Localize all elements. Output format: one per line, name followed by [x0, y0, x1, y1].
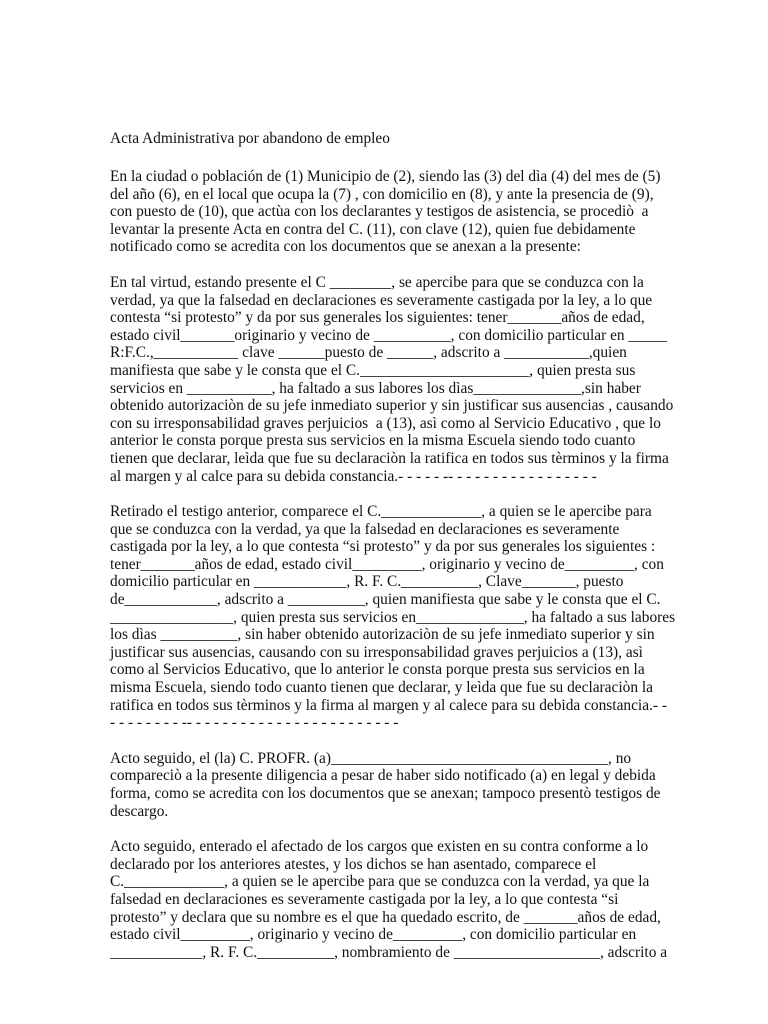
paragraph-line: obtenido autorizaciòn de su jefe inmediato superior y sin justificar sus ausencias , causando — [110, 397, 674, 415]
document-title: Acta Administrativa por abandono de empleo — [110, 130, 390, 147]
paragraph-line: los dìas __________, sin haber obtenido autorizaciòn de su jefe inmediato superior y sin — [110, 626, 655, 644]
paragraph-line: contesta “si protesto” y da por sus generales los siguientes: tener_______años de edad, — [110, 309, 645, 327]
paragraph-line: misma Escuela, siendo todo cuanto tienen que declarar, y leìda que fue su declaraciòn la — [110, 679, 653, 697]
paragraph-3 — [110, 503, 680, 732]
paragraph-line: domicilio particular en ____________, R. F. C.__________, Clave_______, puesto — [110, 573, 624, 591]
paragraph-4 — [110, 750, 680, 820]
paragraph-line: castigada por la ley, a lo que contesta “si protesto” y da por sus generales los siguientes : — [110, 538, 656, 556]
paragraph-line: notificado como se acredita con los documentos que se anexan a la presente: — [110, 238, 581, 256]
paragraph-line: - - - - - - - - -- - - - - - - - - - - - - - - - - - - - - - - - — [110, 714, 399, 732]
paragraph-line: forma, como se acredita con los documentos que se anexan; tampoco presentò testigos de — [110, 785, 661, 802]
paragraph-line: tienen que declarar, leìda que fue su declaraciòn la ratifica en todos sus tèrminos y la firma — [110, 449, 669, 467]
paragraph-line: justificar sus ausencias, causando con su irresponsabilidad graves perjuicios a (13), asì — [110, 643, 643, 661]
paragraph-line: ____________, R. F. C.__________, nombramiento de ___________________, adscrito a — [110, 943, 668, 961]
paragraph-line: En la ciudad o población de (1) Municipio de (2), siendo las (3) del dìa (4) del mes de (5) — [110, 168, 661, 185]
paragraph-line: anterior le consta porque presta sus servicios en la misma Escuela siendo todo cuanto — [110, 432, 636, 450]
paragraph-line: con puesto de (10), que actùa con los declarantes y testigos de asistencia, se procediò a — [110, 203, 649, 221]
paragraph-line: Acto seguido, el (la) C. PROFR. (a)____________________________________, no — [110, 749, 632, 767]
paragraph-line: al margen y al calce para su debida constancia.- - - - - -- - - - - - - - - - - - - - - - - — [110, 467, 597, 485]
document-body — [110, 130, 680, 979]
paragraph-5 — [110, 838, 680, 961]
paragraph-line: R:F.C.,___________ clave ______puesto de ______, adscrito a ___________,quien — [110, 344, 627, 362]
paragraph-line: ________________, quien presta sus servicios en______________, ha faltado a sus labores — [110, 608, 676, 626]
paragraph-line: descargo. — [110, 802, 169, 820]
paragraph-line: manifiesta que sabe y le consta que el C.______________________, quien presta sus — [110, 361, 636, 379]
paragraph-line: En tal virtud, estando presente el C ________, se apercibe para que se conduzca con la — [110, 273, 644, 291]
paragraph-line: servicios en ___________, ha faltado a sus labores los dìas______________,sin haber — [110, 379, 641, 397]
paragraph-line: de____________, adscrito a __________, quien manifiesta que sabe y le consta que el C. — [110, 591, 661, 609]
paragraph-line: falsedad en declaraciones es severamente castigada por la ley, a lo que contesta “si — [110, 890, 619, 908]
paragraph-line: ratifica en todos sus tèrminos y la firma al margen y al calece para su debida constancia.- - — [110, 696, 667, 714]
paragraph-line: como al Servicios Educativo, que lo anterior le consta porque presta sus servicios en la — [110, 661, 645, 679]
paragraph-line: tener_______años de edad, estado civil_________, originario y vecino de_________, con — [110, 555, 664, 573]
paragraph-line: levantar la presente Acta en contra del C. (11), con clave (12), quien fue debidamente — [110, 220, 636, 238]
paragraph-line: Retirado el testigo anterior, comparece el C._____________, a quien se le apercibe para — [110, 503, 652, 521]
paragraph-line: compareciò a la presente diligencia a pesar de haber sido notificado (a) en legal y debida — [110, 767, 656, 785]
paragraph-2 — [110, 274, 680, 485]
paragraph-line: verdad, ya que la falsedad en declaraciones es severamente castigada por la ley, a lo que — [110, 291, 653, 309]
paragraphs-container — [110, 168, 680, 961]
paragraph-1 — [110, 168, 680, 256]
paragraph-line: que se conduzca con la verdad, ya que la falsedad en declaraciones es severamente — [110, 520, 620, 538]
paragraph-line: declarado por los anteriores atestes, y los dichos se han asentado, comparece el — [110, 855, 597, 873]
paragraph-line: protesto” y declara que su nombre es el que ha quedado escrito, de _______años de edad, — [110, 908, 661, 926]
paragraph-line: del año (6), en el local que ocupa la (7) , con domicilio en (8), y ante la presencia de (9), — [110, 185, 654, 203]
paragraph-line: Acto seguido, enterado el afectado de los cargos que existen en su contra conforme a lo — [110, 838, 649, 856]
paragraph-line: estado civil_______originario y vecino de __________, con domicilio particular en _____ — [110, 326, 667, 344]
paragraph-line: estado civil_________, originario y vecino de_________, con domicilio particular en — [110, 926, 637, 944]
paragraph-line: con su irresponsabilidad graves perjuicios a (13), asì como al Servicio Educativo , que lo — [110, 414, 661, 432]
paragraph-line: C._____________, a quien se le apercibe para que se conduzca con la verdad, ya que la — [110, 873, 650, 891]
